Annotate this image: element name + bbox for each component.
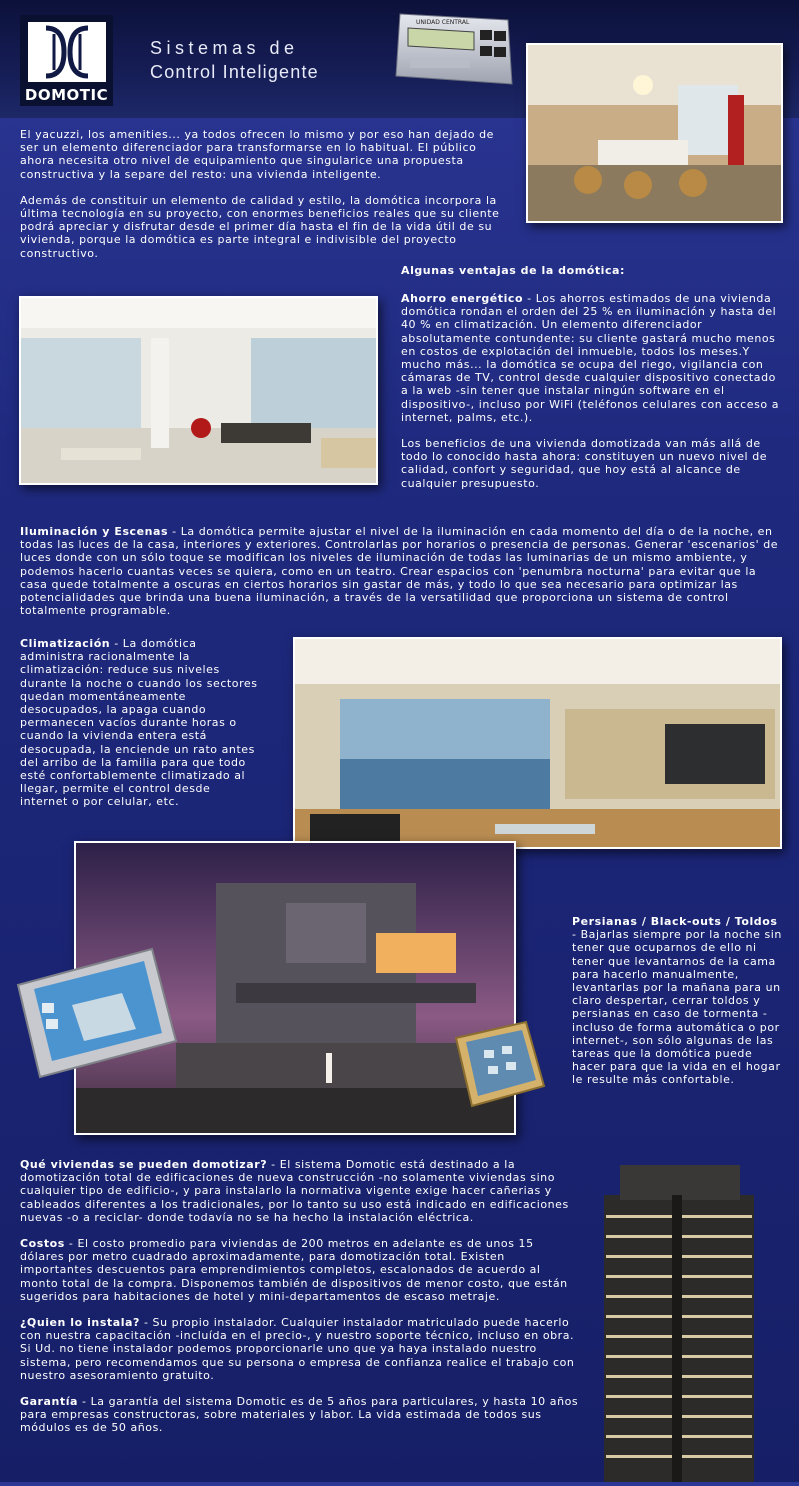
garantia-title: Garantía <box>20 1395 78 1409</box>
ahorro-text: - Los ahorros estimados de una vivienda domótica rondan el orden del 25 % en iluminación y hasta del 40 % en climatización. Un elemento diferenciador absolutamente contundente: su cliente gastará mucho menos en costos de explotación del inmueble, todos los meses.Y mucho más... la domótica se ocupa del riego, vigilancia con cámaras de TV, control desde cualquier dispositivo conectado a la web -sin tener que instalar ningún software en el dispositivo-, incluso por WiFi (teléfonos celulares con acceso a internet, palms, etc.). <box>401 292 779 424</box>
instala-paragraph <box>20 1316 580 1382</box>
iluminacion-block <box>20 525 782 617</box>
persianas-block <box>572 915 784 1087</box>
persianas-paragraph <box>572 915 784 1087</box>
climatizacion-title: Climatización <box>20 637 111 650</box>
viviendas-paragraph <box>20 1158 580 1224</box>
garantia-text: - La garantía del sistema Domotic es de 5 años para particulares, y hasta 10 años para empresas constructoras, sobre materiales y labor. La vida estimada de todos sus módulos es de 50 años. <box>20 1395 579 1435</box>
costos-text: - El costo promedio para viviendas de 200 metros en adelante es de unos 15 dólares por metro cuadrado aproximadamente, para domotización total. Existen importantes descuentos para emprendimientos completos, escalonados de acuerdo al monto total de la compra. Disponemos también de dispositivos de menor costo, que están sugeridos para habitaciones de hotel y mini-departamentos de escaso metraje. <box>20 1237 568 1303</box>
logo-mark <box>28 22 106 82</box>
intro-text <box>20 128 508 260</box>
climatizacion-text: - La domótica administra racionalmente la climatización: reduce sus niveles durante la noche o cuando los sectores quedan momentáneamente desocupados, la apaga cuando permanecen vacíos durante horas o cuando la vivienda entera está desocupada, la enciende un rato antes del arribo de la familia para que todo esté confortablemente climatizado al llegar, permite el control desde internet o por celular, etc. <box>20 637 258 809</box>
viviendas-text: - El sistema Domotic está destinado a la domotización total de edificaciones de nueva construcción -no solamente viviendas sino cualquier tipo de edificio-, y para instalarlo la normativa vigente exige hacer cañerias y cableados diferentes a los tradicionales, por lo tanto su uso está indicado en edificaciones nuevas -o a reciclar- donde todavía no se ha hecho la instalación eléctrica. <box>20 1158 569 1224</box>
costos-title: Costos <box>20 1237 65 1251</box>
touch-panel-icon <box>12 945 182 1080</box>
domotic-logo <box>20 15 113 106</box>
page-title <box>150 36 319 84</box>
iluminacion-paragraph <box>20 525 782 617</box>
tower-building-photo <box>592 1155 799 1482</box>
climatizacion-paragraph <box>20 637 260 809</box>
ventajas-heading: Algunas ventajas de la domótica: <box>401 264 625 277</box>
loft-photo <box>293 637 782 849</box>
viviendas-block <box>20 1158 580 1435</box>
logo-text: DOMOTIC <box>24 86 109 104</box>
keypad-icon <box>448 1018 548 1110</box>
ahorro-block <box>401 292 783 490</box>
device-label: UNIDAD CENTRAL <box>416 19 470 26</box>
living-room-photo <box>19 296 378 485</box>
persianas-title: Persianas / Black-outs / Toldos <box>572 915 778 928</box>
central-unit-device-icon <box>390 4 520 96</box>
beneficios-paragraph: Los beneficios de una vivienda domotizada van más allá de todo lo conocido hasta ahora: constituyen un nuevo nivel de calidad, confort y seguridad, que hoy está al alcance de cualquier presupuesto. <box>401 437 768 490</box>
iluminacion-text: - La domótica permite ajustar el nivel de la iluminación en cada momento del día o de la noche, en todas las luces de la casa, interiores y exteriores. Controlarlas por horarios o presencia de personas. Generar 'escenarios' de luces donde con un sólo toque se modifican los niveles de iluminación de todas las luminarias de un mismo ambiente, y podemos hacerlo cuantas veces se quiera, como en un teatro. Crear espacios con 'penumbra nocturna' para evitar que la casa quede totalmente a oscuras en ciertos horarios sin gastar de más, y todo lo que sea necesario para optimizar las potencialidades que brinda una buena iluminación, a través de la versatilidad que proporciona un sistema de control totalmente programable. <box>20 525 779 618</box>
dining-room-photo <box>526 43 783 223</box>
garantia-paragraph <box>20 1395 580 1435</box>
persianas-text: - Bajarlas siempre por la noche sin tener que ocuparnos de ello ni tener que levantarnos de la cama para hacerlo manualmente, levantarlas por la mañana para un claro despertar, cerrar toldos y persianas en caso de tormenta -incluso de forma automática o por internet-, son sólo algunas de las tareas que la domótica puede hacer para que la vida en el hogar le resulte más confortable. <box>572 928 782 1087</box>
title-line-1: Sistemas de <box>150 38 299 58</box>
climatizacion-block <box>20 637 260 809</box>
ahorro-title: Ahorro energético <box>401 292 524 305</box>
instala-text: - Su propio instalador. Cualquier instalador matriculado puede hacerlo con nuestra capacitación -incluída en el precio-, y nuestro soporte técnico, incluso en obra. Si Ud. no tiene instalador podemos proporcionarle uno que ya haya instalado nuestro sistema, pero recomendamos que su persona o empresa de confianza realice el trabajo con nuestro asesoramiento gratuito. <box>20 1316 575 1382</box>
viviendas-title: Qué viviendas se pueden domotizar? <box>20 1158 268 1171</box>
instala-title: ¿Quien lo instala? <box>20 1316 140 1330</box>
ahorro-paragraph <box>401 292 783 424</box>
intro-paragraph-1: El yacuzzi, los amenities... ya todos ofrecen lo mismo y por eso han dejado de ser un elemento diferenciador para transformarse en lo habitual. El público ahora necesita otro nivel de equipamiento que singularice una propuesta constructiva y la separe del resto: una vivienda inteligente. <box>20 128 494 181</box>
costos-paragraph <box>20 1237 580 1303</box>
iluminacion-title: Iluminación y Escenas <box>20 525 169 538</box>
intro-paragraph-2: Además de constituir un elemento de calidad y estilo, la domótica incorpora la última tecnología en su proyecto, con enormes beneficios reales que su cliente podrá apreciar y disfrutar desde el primer día hasta el fin de la vida útil de su vivienda, porque la domótica es parte integral e indivisible del proyecto constructivo. <box>20 193 500 260</box>
title-line-2: Control Inteligente <box>150 62 319 82</box>
